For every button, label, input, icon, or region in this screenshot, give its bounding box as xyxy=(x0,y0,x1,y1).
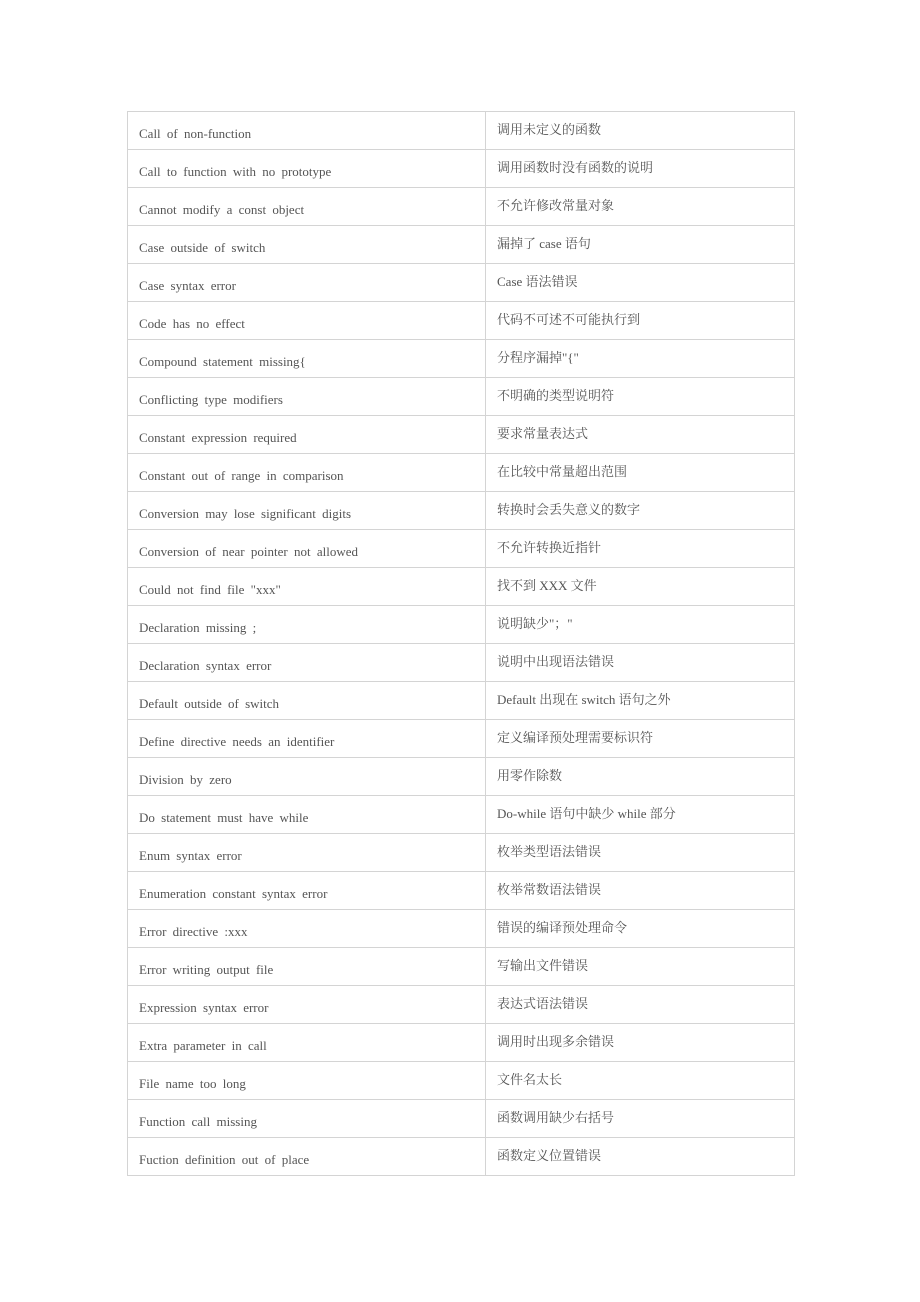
chinese-translation-cell: 调用时出现多余错误 xyxy=(486,1024,795,1062)
chinese-translation-cell: 不允许转换近指针 xyxy=(486,530,795,568)
chinese-translation-cell: 错误的编译预处理命令 xyxy=(486,910,795,948)
table-row xyxy=(128,644,795,682)
chinese-translation-cell: 调用未定义的函数 xyxy=(486,112,795,150)
english-message-cell: File name too long xyxy=(128,1062,486,1100)
table-row xyxy=(128,264,795,302)
table-row xyxy=(128,530,795,568)
table-row xyxy=(128,188,795,226)
chinese-translation-cell: 不明确的类型说明符 xyxy=(486,378,795,416)
table-row xyxy=(128,1062,795,1100)
english-message-cell: Error writing output file xyxy=(128,948,486,986)
table-row xyxy=(128,834,795,872)
table-row xyxy=(128,416,795,454)
english-message-cell: Function call missing xyxy=(128,1100,486,1138)
english-message-cell: Enum syntax error xyxy=(128,834,486,872)
english-message-cell: Call to function with no prototype xyxy=(128,150,486,188)
english-message-cell: Expression syntax error xyxy=(128,986,486,1024)
english-message-cell: Case outside of switch xyxy=(128,226,486,264)
table-row xyxy=(128,302,795,340)
english-message-cell: Cannot modify a const object xyxy=(128,188,486,226)
english-message-cell: Default outside of switch xyxy=(128,682,486,720)
table-row xyxy=(128,378,795,416)
table-row xyxy=(128,948,795,986)
english-message-cell: Extra parameter in call xyxy=(128,1024,486,1062)
english-message-cell: Compound statement missing{ xyxy=(128,340,486,378)
chinese-translation-cell: 在比较中常量超出范围 xyxy=(486,454,795,492)
chinese-translation-cell: 不允许修改常量对象 xyxy=(486,188,795,226)
table-row xyxy=(128,454,795,492)
english-message-cell: Error directive :xxx xyxy=(128,910,486,948)
table-row xyxy=(128,112,795,150)
table-row xyxy=(128,568,795,606)
table-row xyxy=(128,1024,795,1062)
chinese-translation-cell: 定义编译预处理需要标识符 xyxy=(486,720,795,758)
chinese-translation-cell: 漏掉了 case 语句 xyxy=(486,226,795,264)
english-message-cell: Fuction definition out of place xyxy=(128,1138,486,1176)
english-message-cell: Conflicting type modifiers xyxy=(128,378,486,416)
chinese-translation-cell: 找不到 XXX 文件 xyxy=(486,568,795,606)
chinese-translation-cell: 文件名太长 xyxy=(486,1062,795,1100)
english-message-cell: Define directive needs an identifier xyxy=(128,720,486,758)
chinese-translation-cell: 分程序漏掉"{" xyxy=(486,340,795,378)
english-message-cell: Division by zero xyxy=(128,758,486,796)
table-row xyxy=(128,340,795,378)
chinese-translation-cell: 说明中出现语法错误 xyxy=(486,644,795,682)
chinese-translation-cell: 函数调用缺少右括号 xyxy=(486,1100,795,1138)
table-row xyxy=(128,758,795,796)
chinese-translation-cell: 用零作除数 xyxy=(486,758,795,796)
table-row xyxy=(128,682,795,720)
table-row xyxy=(128,1138,795,1176)
chinese-translation-cell: 调用函数时没有函数的说明 xyxy=(486,150,795,188)
table-row xyxy=(128,910,795,948)
english-message-cell: Could not find file "xxx" xyxy=(128,568,486,606)
chinese-translation-cell: 函数定义位置错误 xyxy=(486,1138,795,1176)
table-row xyxy=(128,796,795,834)
english-message-cell: Conversion of near pointer not allowed xyxy=(128,530,486,568)
chinese-translation-cell: Do-while 语句中缺少 while 部分 xyxy=(486,796,795,834)
error-message-table-body xyxy=(128,112,795,1176)
table-row xyxy=(128,606,795,644)
chinese-translation-cell: 表达式语法错误 xyxy=(486,986,795,1024)
chinese-translation-cell: 转换时会丢失意义的数字 xyxy=(486,492,795,530)
table-row xyxy=(128,720,795,758)
english-message-cell: Declaration syntax error xyxy=(128,644,486,682)
english-message-cell: Case syntax error xyxy=(128,264,486,302)
english-message-cell: Code has no effect xyxy=(128,302,486,340)
english-message-cell: Constant out of range in comparison xyxy=(128,454,486,492)
chinese-translation-cell: 枚举常数语法错误 xyxy=(486,872,795,910)
english-message-cell: Enumeration constant syntax error xyxy=(128,872,486,910)
chinese-translation-cell: 要求常量表达式 xyxy=(486,416,795,454)
chinese-translation-cell: Default 出现在 switch 语句之外 xyxy=(486,682,795,720)
english-message-cell: Do statement must have while xyxy=(128,796,486,834)
error-message-table xyxy=(127,111,795,1176)
chinese-translation-cell: 说明缺少"；" xyxy=(486,606,795,644)
english-message-cell: Constant expression required xyxy=(128,416,486,454)
table-row xyxy=(128,492,795,530)
english-message-cell: Call of non-function xyxy=(128,112,486,150)
table-row xyxy=(128,150,795,188)
table-row xyxy=(128,986,795,1024)
chinese-translation-cell: 枚举类型语法错误 xyxy=(486,834,795,872)
table-row xyxy=(128,1100,795,1138)
english-message-cell: Declaration missing ; xyxy=(128,606,486,644)
chinese-translation-cell: Case 语法错误 xyxy=(486,264,795,302)
table-row xyxy=(128,226,795,264)
table-row xyxy=(128,872,795,910)
english-message-cell: Conversion may lose significant digits xyxy=(128,492,486,530)
chinese-translation-cell: 写输出文件错误 xyxy=(486,948,795,986)
chinese-translation-cell: 代码不可述不可能执行到 xyxy=(486,302,795,340)
